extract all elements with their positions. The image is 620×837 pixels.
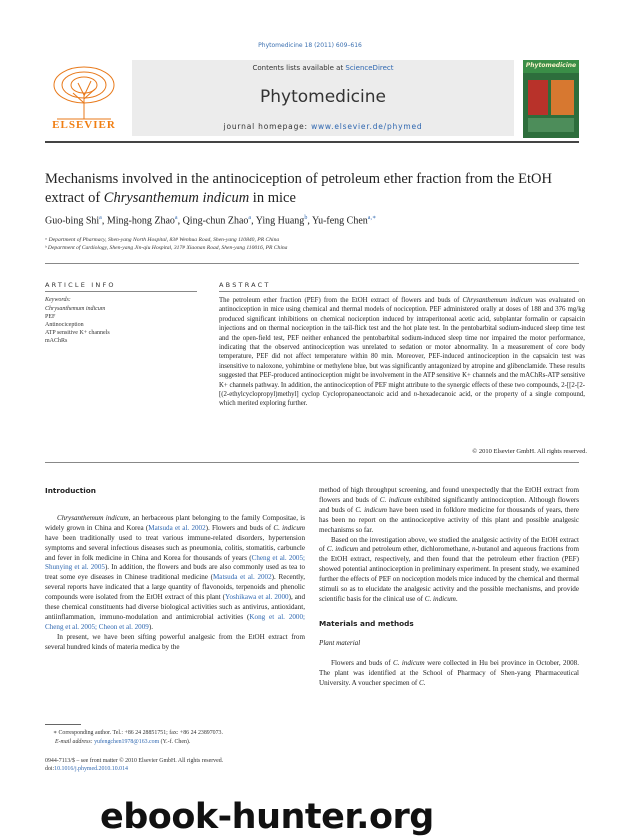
- doi-link[interactable]: 10.1016/j.phymed.2010.10.014: [54, 766, 128, 772]
- affiliation-a: ᵃ Department of Pharmacy, Shen-yang North Hospital, 83# Wenhua Road, Shen-yang 110840, PR China: [45, 237, 280, 243]
- author-name[interactable]: Ying Huang: [255, 215, 305, 227]
- text-span: were collected in Hu bei province in October, 2008. The plant was identified at the School of Pharmacy of Shen-yang Pharmaceutical University. A voucher specimen of: [319, 658, 579, 687]
- doi-label: doi:: [45, 766, 55, 772]
- keyword-item: Chrysanthemum indicum: [45, 306, 106, 312]
- title-text-1: Mechanisms involved in the antinociception of petroleum ether fraction from the EtOH extract of: [45, 171, 552, 206]
- citation-link[interactable]: Cheng et al. 2005; Shunying et al. 2005: [45, 553, 305, 572]
- title-text-2: in mice: [249, 190, 296, 206]
- elsevier-wordmark: ELSEVIER: [52, 119, 116, 131]
- citation-link[interactable]: Yoshikawa et al. 2000: [225, 593, 289, 602]
- issn-doi-block: [45, 757, 305, 773]
- keywords-list: [45, 305, 197, 345]
- text-span: .: [455, 594, 458, 603]
- text-span: , an herbaceous plant belonging to the family Compositae, is widely grown in China and Korea (: [45, 513, 305, 532]
- author-name[interactable]: Guo-bing Shi: [45, 215, 100, 227]
- abstract-species: Chrysanthemum indicum: [462, 297, 533, 304]
- author-affil-mark[interactable]: a: [174, 215, 178, 221]
- contents-line: [132, 64, 514, 72]
- title-divider: [45, 263, 579, 264]
- species-name: C. indicum: [355, 505, 387, 514]
- abstract-text-3: -hexadecanoic acid, or the property of a single compound, which merited exploring further.: [219, 391, 585, 408]
- text-span: ). Recently, several reports have indicated that a large quantity of flavonoids, terpenoids and phenolic compounds were isolated from the EtOH extract of this plant (: [45, 573, 305, 602]
- species-name: C. indicum: [392, 658, 425, 667]
- intro-paragraph-1: [45, 514, 305, 633]
- author-name[interactable]: Ming-hong Zhao: [106, 215, 175, 227]
- cover-photo-2: [551, 80, 574, 115]
- article-title: [45, 170, 585, 208]
- species-name: C. indicum: [273, 523, 305, 532]
- issn-line: 0944-7113/$ – see front matter © 2010 Elsevier GmbH. All rights reserved.: [45, 758, 224, 764]
- doi-line: [45, 765, 305, 773]
- cover-title: Phytomedicine: [525, 62, 577, 69]
- abstract-copyright: © 2010 Elsevier GmbH. All rights reserved.: [472, 448, 587, 455]
- author-name[interactable]: Yu-feng Chen: [311, 215, 368, 227]
- article-info-heading: ARTICLE INFO: [45, 281, 116, 289]
- text-span: ). In addition, the flowers and buds are also commonly used as tea to treat some eye diseases in Chinese traditional medicine (: [45, 563, 306, 582]
- species-name: C. indicum: [424, 594, 456, 603]
- keywords-label: Keywords:: [45, 297, 71, 303]
- plant-material-paragraph: [319, 659, 579, 689]
- text-span: ), and these chemical constituents had diverse biological activities such as antivirus, antioxidant, antiinflammation, immuno-modulation and antimicrobial activities (: [45, 593, 306, 621]
- journal-citation[interactable]: Phytomedicine 18 (2011) 609–616: [258, 42, 362, 49]
- keyword-item: PEF: [45, 314, 56, 320]
- author-list: Guo-bing Shi$^a$, Ming-hong Zhao$^a$, Qing-chun Zhao$^a$, Ying Huang$^b$, Yu-feng Chen$^{a,∗}$: [45, 215, 377, 227]
- abstract-text-2: was evaluated on antinociception in mice using chemical and thermal models of nociception. PEF administered orally at doses of 188 and 376 mg/kg produced significant inhibitions on chemical nociception induced by intraperitoneal acetic acid, subplantar formalin or capsaicin injections and on thermal nociception in the tail-flick test and the hot plate test. In the pentobarbital sodium-induced sleep time test and the open-field test, PEF neither enhanced the pentobarbital sodium-induced sleep time nor impaired the motor performance, indicating that the observed antinociception was unrelated to sedation or motor abnormality. In a measurement of core body temperature, PEF did not affect temperature within 80 min. Moreover, PEF-induced antinociception in the capsaicin test was insensitive to naloxone, yohimbine or methylene blue, but was significantly antagonized by atropine and glibenclamide. These results suggested that PEF-produced antinociception might be involvement in the ATP sensitive K+ channels and the mAChRs-ATP sensitive K+ channels pathway. In addition, the antinociception of PEF might attribute to the synergic effects of these two compounds, 2-[[2-[2-[(2-ethylcyclopropyl)methyl] cyclop Cyclopropaneoctanoic acid and: [219, 297, 585, 399]
- abstract-end-divider: [45, 462, 579, 463]
- text-span: and petroleum ether, dichloromethane,: [358, 545, 472, 554]
- text-span: exhibited significantly antinociception. Although flowers and buds of: [319, 495, 579, 514]
- title-species: Chrysanthemum indicum: [103, 190, 250, 206]
- cover-photo-3: [528, 118, 574, 132]
- watermark-text: ebook-hunter.org: [100, 797, 434, 837]
- email-link[interactable]: yufengchen1978@163.com: [94, 738, 160, 745]
- author-affil-mark[interactable]: a: [99, 215, 102, 221]
- email-label: E-mail address:: [55, 738, 95, 745]
- journal-homepage-line: [132, 122, 514, 131]
- abstract-n: n: [413, 391, 418, 399]
- intro-paragraph-3: [319, 536, 579, 605]
- header-divider: [45, 141, 579, 143]
- plant-material-heading: Plant material: [319, 638, 361, 647]
- email-suffix: (Y.-f. Chen).: [159, 738, 191, 745]
- text-span: ). Flowers and buds of: [205, 523, 274, 532]
- email-line: [45, 738, 305, 747]
- species-name: Chrysanthemum indicum: [57, 513, 129, 522]
- intro-paragraph-2: In present, we have been sifting powerful analgesic from the EtOH extract from several hundred kinds of materia medica by the: [45, 632, 305, 651]
- citation-link[interactable]: Matsuda et al. 2002: [148, 523, 206, 532]
- species-name: C. indicum: [326, 545, 359, 554]
- text-span: Flowers and buds of: [331, 658, 393, 667]
- body-column-right: [319, 486, 579, 688]
- text-span: method of high throughput screening, and found unexpectedly that the EtOH extract from flowers and buds of: [319, 486, 579, 504]
- italic-n: n: [471, 545, 476, 554]
- corresponding-line: ∗ Corresponding author. Tel.: +86 24 28851751; fax: +86 24 23897073.: [53, 730, 223, 736]
- article-info-divider: [45, 291, 197, 292]
- text-span: Based on the investigation above, we studied the analgesic activity of the EtOH extract of: [319, 535, 579, 554]
- homepage-prefix: journal homepage:: [223, 122, 312, 131]
- affiliation-b: ᵇ Department of Cardiology, Shen-yang Jin-qiu Hospital, 317# Xiaonan Road, Shen-yang 110016, PR China: [45, 245, 288, 251]
- species-name: C. indicum: [379, 495, 412, 504]
- text-span: have been traditionally used to treat various immune-related disorders, hypertension symptoms and several infectious diseases such as pneumonia, colitis, stomatitis, carbuncle and fever in folk medicine in China and Korea for thousands of years (: [45, 533, 305, 562]
- citation-link[interactable]: Matsuda et al. 2002: [212, 573, 272, 582]
- homepage-link[interactable]: www.elsevier.de/phymed: [311, 122, 423, 131]
- text-span: ).: [148, 622, 153, 631]
- footnote-divider: [45, 724, 81, 725]
- abstract-divider: [219, 291, 579, 292]
- abstract-text-1: The petroleum ether fraction (PEF) from the EtOH extract of flowers and buds of: [219, 297, 463, 304]
- author-name[interactable]: Qing-chun Zhao: [182, 215, 249, 227]
- methods-heading: Materials and methods: [319, 618, 414, 628]
- abstract-heading: ABSTRACT: [219, 281, 271, 289]
- introduction-heading: Introduction: [45, 486, 96, 495]
- keyword-item: ATP sensitive K+ channels: [45, 330, 110, 336]
- abstract-body: [219, 296, 585, 409]
- corresponding-author-footnote: [45, 729, 305, 746]
- body-column-left: [45, 486, 305, 653]
- keyword-item: Antinociception: [45, 322, 84, 328]
- keyword-item: mAChRs: [45, 338, 68, 344]
- text-span: -butanol and aqueous fractions from the EtOH extract, respectively, and then found that the petroleum ether fraction (PEF) showed potential antinociception in preliminary experiment. In present study, we examined further the effects of PEF on nociception models mice induced by the chemical and thermal stimuli so as to elucidate the analgesic activity and the possible mechanisms, and provide scientific basis for the clinical use of: [319, 545, 579, 603]
- species-name: C.: [419, 678, 426, 687]
- text-span: have been used in folklore medicine for thousands of years, there has been no report on the antinociceptive activity of this plant and possible analgesic mechanisms so far.: [319, 505, 579, 534]
- author-affil-mark[interactable]: a,∗: [367, 215, 377, 221]
- intro-paragraph-2-cont: [319, 486, 579, 536]
- author-affil-mark[interactable]: a: [248, 215, 252, 221]
- sciencedirect-link[interactable]: ScienceDirect: [345, 64, 394, 72]
- journal-title: Phytomedicine: [260, 87, 386, 107]
- cover-photo-1: [528, 80, 548, 115]
- author-affil-mark[interactable]: b: [304, 215, 308, 221]
- citation-link[interactable]: Kong et al. 2000; Cheng et al. 2005; Cheon et al. 2009: [45, 612, 305, 631]
- contents-prefix: Contents lists available at: [252, 64, 346, 72]
